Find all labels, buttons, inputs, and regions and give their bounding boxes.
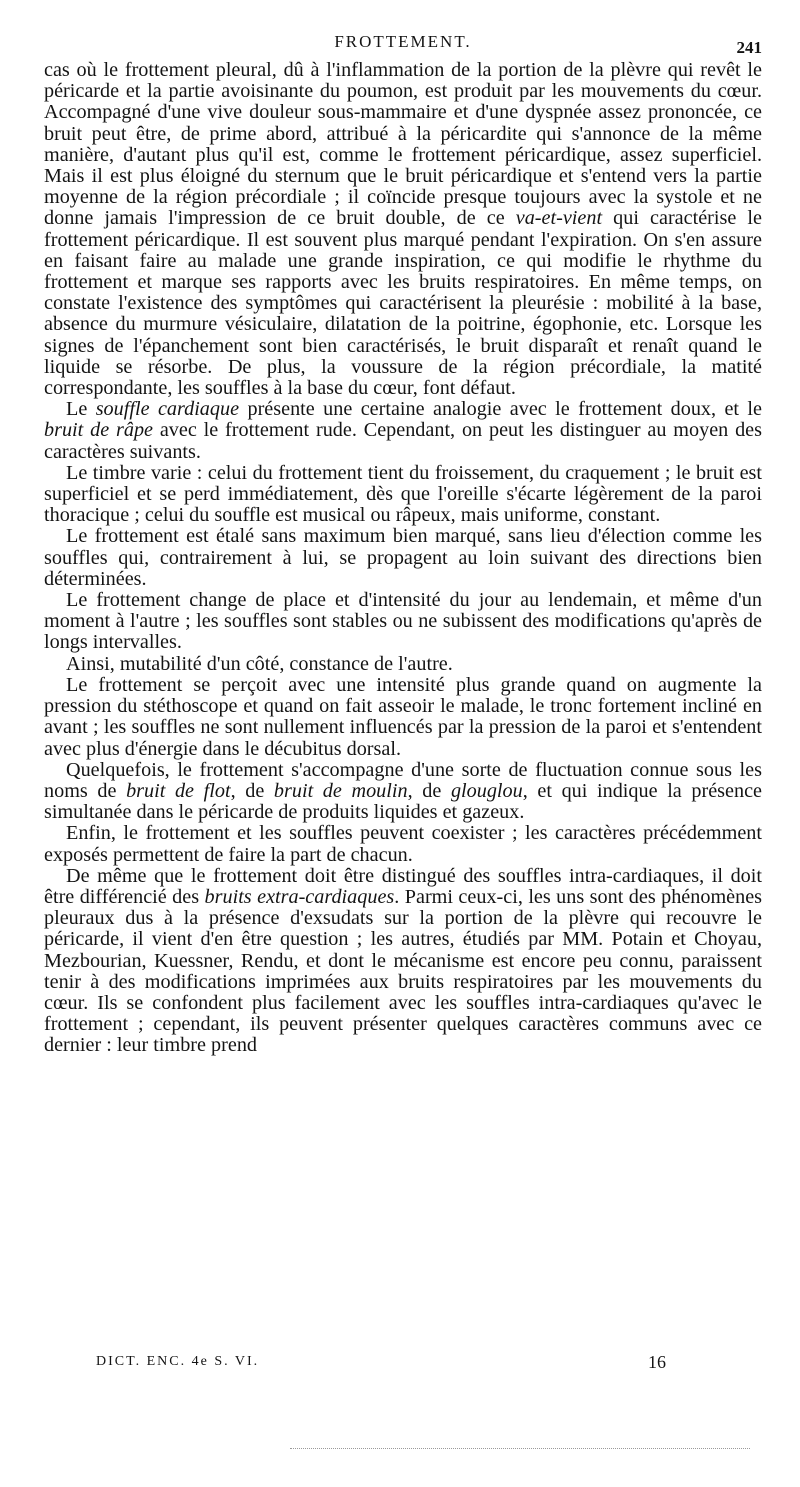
text-run: , de xyxy=(407,779,451,802)
text-run: Le frottement est étalé sans maximum bien marqué, sans lieu d'élection comme les souffles qui, contrairement à lui, se propagent au loin suivant des directions bien déterminées. xyxy=(44,525,762,590)
paragraph xyxy=(44,526,762,590)
text-run: De même que le frottement doit être distingué des souffles intra-cardiaques, il doit être différencié des xyxy=(44,864,762,908)
paragraph xyxy=(44,60,762,399)
body-text xyxy=(44,60,762,1057)
paragraph xyxy=(44,866,762,1057)
page-footer xyxy=(96,1352,696,1382)
paragraph xyxy=(44,760,762,824)
text-run: Le xyxy=(66,398,96,421)
text-run: avec le frottement rude. Cependant, on peut les distinguer au moyen des caractères suivants. xyxy=(44,419,762,463)
italic-text: souffle cardiaque xyxy=(95,398,240,421)
page-number: 241 xyxy=(736,38,762,57)
sheet-number: 16 xyxy=(648,1352,666,1372)
italic-text: bruits extra-cardiaques xyxy=(204,885,395,908)
printer-signature: DICT. ENC. 4e S. VI. xyxy=(96,1354,260,1369)
text-run: , et qui indique la présence simultanée dans le péricarde de produits liquides et gazeux. xyxy=(44,779,762,824)
running-title: FROTTEMENT. xyxy=(334,32,472,51)
text-run: Ainsi, mutabilité d'un côté, constance de l'autre. xyxy=(66,652,453,675)
paragraph xyxy=(44,399,762,463)
text-run: qui caractérise le frottement péricardique. Il est souvent plus marqué pendant l'expiration. On s'en assure en faisant faire au malade une grande inspiration, ce qui modifie le rhythme du frottement et marque ses rapports avec les bruits respiratoires. En même temps, on constate l'existence des symptômes qui caractérisent la pleurésie : mobilité à la base, absence du murmure vésiculaire, dilatation de la poitrine, égophonie, etc. Lorsque les signes de l'épanchement sont bien caractérisés, le bruit disparaît et renaît quand le liquide se résorbe. De plus, la voussure de la région précordiale, la matité correspondante, les souffles à la base du cœur, font défaut. xyxy=(44,207,762,400)
text-run: . Parmi ceux-ci, les uns sont des phénomènes pleuraux dus à la présence d'exsudats sur la portion de la plèvre qui recouvre le péricarde, il vient d'en être question ; les autres, étudiés par MM. Potain et Choyau, Mezbourian, Kuessner, Rendu, et dont le mécanisme est encore peu connu, paraissent tenir à des modifications imprimées aux bruits respiratoires par les mouvements du cœur. Ils se confondent plus facilement avec les souffles intra-cardiaques qu'avec le frottement ; cependant, ils peuvent présenter quelques caractères communs avec ce dernier : leur timbre prend xyxy=(44,885,763,1057)
paragraph xyxy=(44,590,762,654)
italic-text: bruit de râpe xyxy=(44,419,153,442)
paragraph xyxy=(44,823,762,865)
text-run: cas où le frottement pleural, dû à l'inflammation de la portion de la plèvre qui revêt le péricarde et la partie avoisinante du poumon, est produit par les mouvements du cœur. Accompagné d'une vive douleur sous-mammaire et d'une dyspnée assez prononcée, ce bruit peut être, de prime abord, attribué à la péricardite qui s'annonce de la même manière, d'autant plus qu'il est, comme le frottement péricardique, assez superficiel. Mais il est plus éloigné du sternum que le bruit péricardique et s'entend vers la partie moyenne de la région précordiale ; il coïncide presque toujours avec la systole et ne donne jamais l'impression de ce bruit double, de ce xyxy=(44,59,762,230)
italic-text: bruit de flot xyxy=(126,779,231,802)
text-run: présente une certaine analogie avec le frottement doux, et le xyxy=(239,398,763,421)
text-run: , de xyxy=(230,779,274,802)
italic-text: glouglou xyxy=(450,779,523,802)
paragraph xyxy=(44,654,762,675)
running-head xyxy=(44,30,762,60)
text-run: Le timbre varie : celui du frottement tient du froissement, du craquement ; le bruit est superficiel et se perd immédiatement, dès que l'oreille s'écarte légèrement de la paroi thoracique ; celui du souffle est musical ou râpeux, mais uniforme, constant. xyxy=(44,461,762,527)
paragraph xyxy=(44,675,762,760)
text-run: Enfin, le frottement et les souffles peuvent coexister ; les caractères précédemment exposés permettent de faire la part de chacun. xyxy=(44,822,762,866)
italic-text: bruit de moulin xyxy=(273,779,408,802)
italic-text: va-et-vient xyxy=(515,207,603,230)
text-run: Le frottement se perçoit avec une intensité plus grande quand on augmente la pression du stéthoscope et quand on fait asseoir le malade, le tronc fortement incliné en avant ; les souffles ne sont nullement influencés par la pression de la paroi et s'entendent avec plus d'énergie dans le décubitus dorsal. xyxy=(44,673,762,760)
text-run: Quelquefois, le frottement s'accompagne d'une sorte de fluctuation connue sous les noms de xyxy=(44,758,762,802)
text-run: Le frottement change de place et d'intensité du jour au lendemain, et même d'un moment à l'autre ; les souffles sont stables ou ne subissent des modifications qu'après de longs intervalles. xyxy=(44,589,762,654)
bleed-through-line xyxy=(290,1448,750,1452)
paragraph xyxy=(44,463,762,527)
